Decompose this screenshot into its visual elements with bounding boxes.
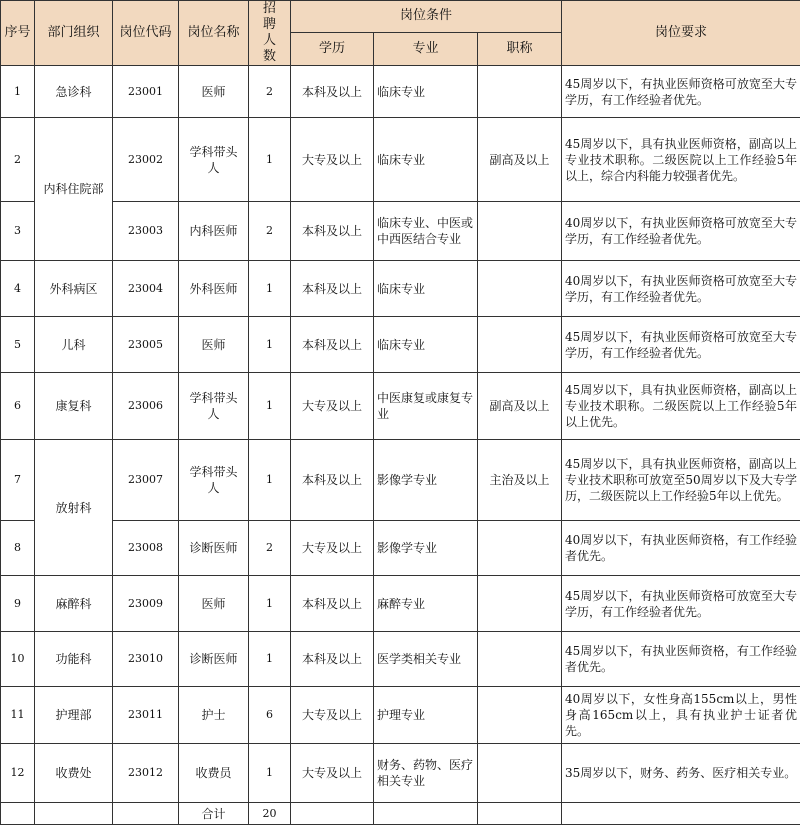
table-body — [1, 66, 800, 825]
code-cell: 23008 — [113, 521, 179, 576]
requirement-cell: 40周岁以下，有执业医师资格，有工作经验者优先。 — [562, 521, 800, 576]
seq-cell: 4 — [1, 261, 35, 317]
count-cell: 1 — [249, 440, 291, 521]
empty-cell — [113, 803, 179, 825]
major-cell: 护理专业 — [374, 687, 478, 744]
header-name: 岗位名称 — [179, 1, 249, 66]
header-code: 岗位代码 — [113, 1, 179, 66]
code-cell: 23011 — [113, 687, 179, 744]
table-row — [1, 632, 800, 687]
table-row — [1, 317, 800, 373]
edu-cell: 本科及以上 — [291, 317, 374, 373]
major-cell: 临床专业、中医或中西医结合专业 — [374, 202, 478, 261]
edu-cell: 本科及以上 — [291, 261, 374, 317]
position-cell: 外科医师 — [179, 261, 249, 317]
empty-cell — [478, 803, 562, 825]
requirement-cell: 45周岁以下，有执业医师资格可放宽至大专学历，有工作经验者优先。 — [562, 317, 800, 373]
code-cell: 23006 — [113, 373, 179, 440]
table-row — [1, 66, 800, 118]
table-row — [1, 744, 800, 803]
header-edu: 学历 — [291, 32, 374, 65]
position-cell: 诊断医师 — [179, 632, 249, 687]
total-row — [1, 803, 800, 825]
title-cell — [478, 632, 562, 687]
empty-cell — [291, 803, 374, 825]
table-row — [1, 576, 800, 632]
code-cell: 23003 — [113, 202, 179, 261]
header-count: 招聘人数 — [249, 1, 291, 66]
total-count: 20 — [249, 803, 291, 825]
table-row — [1, 687, 800, 744]
edu-cell: 本科及以上 — [291, 440, 374, 521]
seq-cell: 8 — [1, 521, 35, 576]
seq-cell: 12 — [1, 744, 35, 803]
header-seq: 序号 — [1, 1, 35, 66]
empty-cell — [374, 803, 478, 825]
code-cell: 23012 — [113, 744, 179, 803]
header-req: 岗位要求 — [562, 1, 800, 66]
major-cell: 医学类相关专业 — [374, 632, 478, 687]
seq-cell: 6 — [1, 373, 35, 440]
count-cell: 6 — [249, 687, 291, 744]
seq-cell: 1 — [1, 66, 35, 118]
count-cell: 1 — [249, 118, 291, 202]
dept-cell: 收费处 — [35, 744, 113, 803]
position-cell: 医师 — [179, 317, 249, 373]
title-cell — [478, 202, 562, 261]
code-cell: 23010 — [113, 632, 179, 687]
code-cell: 23007 — [113, 440, 179, 521]
table-row — [1, 118, 800, 202]
edu-cell: 大专及以上 — [291, 118, 374, 202]
edu-cell: 大专及以上 — [291, 373, 374, 440]
position-cell: 内科医师 — [179, 202, 249, 261]
requirement-cell: 45周岁以下，具有执业医师资格，副高以上专业技术职称。二级医院以上工作经验5年以上优先。 — [562, 373, 800, 440]
major-cell: 临床专业 — [374, 66, 478, 118]
title-cell: 主治及以上 — [478, 440, 562, 521]
edu-cell: 大专及以上 — [291, 687, 374, 744]
requirement-cell: 45周岁以下，有执业医师资格可放宽至大专学历，有工作经验者优先。 — [562, 576, 800, 632]
table-header — [1, 1, 800, 66]
requirement-cell: 40周岁以下，有执业医师资格可放宽至大专学历，有工作经验者优先。 — [562, 202, 800, 261]
requirement-cell: 45周岁以下，有执业医师资格，有工作经验者优先。 — [562, 632, 800, 687]
seq-cell: 10 — [1, 632, 35, 687]
count-cell: 1 — [249, 576, 291, 632]
major-cell: 临床专业 — [374, 118, 478, 202]
seq-cell: 11 — [1, 687, 35, 744]
table-row — [1, 202, 800, 261]
requirement-cell: 45周岁以下，具有执业医师资格，副高以上专业技术职称。二级医院以上工作经验5年以上，综合内科能力较强者优先。 — [562, 118, 800, 202]
dept-cell: 护理部 — [35, 687, 113, 744]
header-conditions: 岗位条件 — [291, 1, 562, 33]
code-cell: 23009 — [113, 576, 179, 632]
edu-cell: 大专及以上 — [291, 521, 374, 576]
edu-cell: 本科及以上 — [291, 202, 374, 261]
header-dept: 部门组织 — [35, 1, 113, 66]
table-row — [1, 261, 800, 317]
count-cell: 1 — [249, 632, 291, 687]
count-cell: 2 — [249, 521, 291, 576]
table-row — [1, 521, 800, 576]
seq-cell: 5 — [1, 317, 35, 373]
title-cell — [478, 317, 562, 373]
title-cell — [478, 687, 562, 744]
edu-cell: 大专及以上 — [291, 744, 374, 803]
count-cell: 2 — [249, 66, 291, 118]
count-cell: 1 — [249, 317, 291, 373]
title-cell — [478, 576, 562, 632]
major-cell: 临床专业 — [374, 317, 478, 373]
position-cell: 诊断医师 — [179, 521, 249, 576]
major-cell: 影像学专业 — [374, 521, 478, 576]
position-cell: 收费员 — [179, 744, 249, 803]
requirement-cell: 45周岁以下，具有执业医师资格，副高以上专业技术职称可放宽至50周岁以下及大专学历，二级医院以上工作经验5年以上优先。 — [562, 440, 800, 521]
seq-cell: 9 — [1, 576, 35, 632]
code-cell: 23002 — [113, 118, 179, 202]
major-cell: 临床专业 — [374, 261, 478, 317]
dept-cell: 放射科 — [35, 440, 113, 576]
requirement-cell: 40周岁以下，有执业医师资格可放宽至大专学历，有工作经验者优先。 — [562, 261, 800, 317]
count-cell: 1 — [249, 373, 291, 440]
empty-cell — [562, 803, 800, 825]
major-cell: 麻醉专业 — [374, 576, 478, 632]
seq-cell: 2 — [1, 118, 35, 202]
position-cell: 医师 — [179, 576, 249, 632]
position-cell: 医师 — [179, 66, 249, 118]
requirement-cell: 40周岁以下，女性身高155cm以上，男性身高165cm以上，具有执业护士证者优先。 — [562, 687, 800, 744]
count-cell: 2 — [249, 202, 291, 261]
table-row — [1, 440, 800, 521]
position-cell: 护士 — [179, 687, 249, 744]
seq-cell: 7 — [1, 440, 35, 521]
major-cell: 财务、药物、医疗相关专业 — [374, 744, 478, 803]
dept-cell: 康复科 — [35, 373, 113, 440]
code-cell: 23001 — [113, 66, 179, 118]
seq-cell: 3 — [1, 202, 35, 261]
count-cell: 1 — [249, 744, 291, 803]
total-label: 合计 — [179, 803, 249, 825]
empty-cell — [35, 803, 113, 825]
position-cell: 学科带头人 — [179, 440, 249, 521]
requirement-cell: 35周岁以下，财务、药务、医疗相关专业。 — [562, 744, 800, 803]
dept-cell: 功能科 — [35, 632, 113, 687]
title-cell — [478, 521, 562, 576]
title-cell — [478, 261, 562, 317]
dept-cell: 麻醉科 — [35, 576, 113, 632]
empty-cell — [1, 803, 35, 825]
code-cell: 23005 — [113, 317, 179, 373]
edu-cell: 本科及以上 — [291, 66, 374, 118]
title-cell: 副高及以上 — [478, 118, 562, 202]
table-row — [1, 373, 800, 440]
major-cell: 中医康复或康复专业 — [374, 373, 478, 440]
title-cell — [478, 744, 562, 803]
position-cell: 学科带头人 — [179, 373, 249, 440]
dept-cell: 外科病区 — [35, 261, 113, 317]
edu-cell: 本科及以上 — [291, 632, 374, 687]
requirement-cell: 45周岁以下，有执业医师资格可放宽至大专学历，有工作经验者优先。 — [562, 66, 800, 118]
count-cell: 1 — [249, 261, 291, 317]
edu-cell: 本科及以上 — [291, 576, 374, 632]
header-major: 专业 — [374, 32, 478, 65]
dept-cell: 急诊科 — [35, 66, 113, 118]
dept-cell: 内科住院部 — [35, 118, 113, 261]
dept-cell: 儿科 — [35, 317, 113, 373]
header-title: 职称 — [478, 32, 562, 65]
major-cell: 影像学专业 — [374, 440, 478, 521]
title-cell — [478, 66, 562, 118]
code-cell: 23004 — [113, 261, 179, 317]
title-cell: 副高及以上 — [478, 373, 562, 440]
position-cell: 学科带头人 — [179, 118, 249, 202]
